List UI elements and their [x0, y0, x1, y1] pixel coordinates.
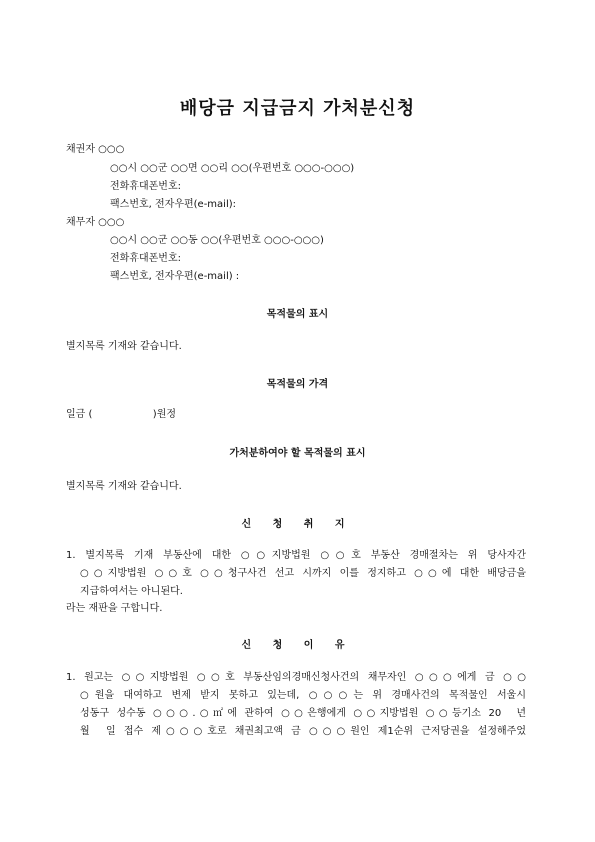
- purpose-line: 1. 별지목록 기재 부동산에 대한 ○○지방법원 ○○호 부동산 경매절차는 위 당사자간: [66, 550, 526, 561]
- purpose-line: 지급하여서는 아니된다.: [80, 586, 183, 597]
- price-section-title: 목적물의 가격: [266, 379, 329, 390]
- object-section-body: 별지목록 기재와 같습니다.: [66, 341, 182, 352]
- price-section-body: 일금 ( )원정: [66, 409, 177, 420]
- creditor-address: ○○시 ○○군 ○○면 ○○리 ○○(우편번호 ○○○-○○○): [110, 163, 355, 174]
- purpose-section-title: 신 청 취 지: [241, 519, 354, 530]
- reason-section-title: 신 청 이 유: [241, 640, 354, 651]
- creditor-label: 채권자 ○○○: [66, 144, 125, 155]
- purpose-closing: 라는 재판을 구합니다.: [66, 603, 163, 614]
- creditor-phone: 전화휴대폰번호:: [110, 181, 181, 192]
- reason-line: 성동구 성수동 ○○○.○㎡에 관하여 ○○은행에게 ○○지방법원 ○○등기소 20 년: [80, 708, 526, 719]
- purpose-line: ○○지방법원 ○○호 ○○청구사건 선고 시까지 이를 정지하고 ○○에 대한 배당금을: [80, 568, 526, 579]
- document-title: 배당금 지급금지 가처분신청: [179, 98, 416, 119]
- reason-line: 월 일 접수 제○○○호로 채권최고액 금 ○○○원인 제1순위 근저당권을 설정해주었: [80, 726, 526, 737]
- debtor-address: ○○시 ○○군 ○○동 ○○(우편번호 ○○○-○○○): [110, 235, 324, 246]
- reason-line: 1. 원고는 ○○지방법원 ○○호 부동산임의경매신청사건의 채무자인 ○○○에게 금 ○○: [66, 672, 526, 683]
- provisional-section-body: 별지목록 기재와 같습니다.: [66, 481, 182, 492]
- provisional-section-title: 가처분하여야 할 목적물의 표시: [229, 448, 366, 459]
- debtor-phone: 전화휴대폰번호:: [110, 253, 181, 264]
- object-section-title: 목적물의 표시: [266, 309, 329, 320]
- debtor-label: 채무자 ○○○: [66, 217, 125, 228]
- reason-line: ○원을 대여하고 변제 받지 못하고 있는데, ○○○는 위 경매사건의 목적물인 서울시: [80, 690, 526, 701]
- debtor-fax-email: 팩스번호, 전자우편(e-mail) :: [110, 271, 240, 282]
- creditor-fax-email: 팩스번호, 전자우편(e-mail):: [110, 199, 236, 210]
